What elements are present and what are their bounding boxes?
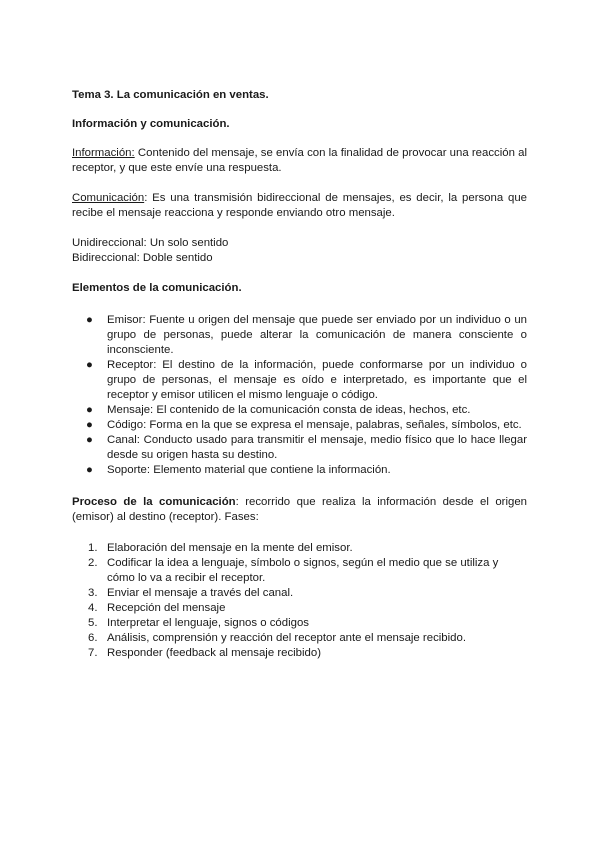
definition-proceso: : recorrido que realiza la información desde el origen (emisor) al destino (receptor). Fases: [72,496,527,523]
list-item [72,313,527,358]
paragraph-informacion [72,146,527,176]
list-item-text: Elaboración del mensaje en la mente del emisor. [107,542,353,554]
list-number: 7. [88,647,98,659]
list-item-text: Análisis, comprensión y reacción del receptor ante el mensaje recibido. [107,632,466,644]
document-body [72,88,527,661]
list-item-text: Canal: Conducto usado para transmitir el mensaje, medio físico que lo hace llegar desde su origen hasta su destino. [107,434,527,461]
document-title: Tema 3. La comunicación en ventas. [72,89,269,101]
bullet-icon: ● [86,434,93,446]
list-item [72,358,527,403]
list-item [72,556,527,586]
bullet-icon: ● [86,464,93,476]
list-number: 6. [88,632,98,644]
list-item [72,433,527,463]
list-item [72,646,527,661]
section-heading-informacion: Información y comunicación. [72,118,230,130]
line-bidireccional: Bidireccional: Doble sentido [72,252,213,264]
phases-numbered-list [72,541,527,661]
list-number: 5. [88,617,98,629]
list-item [72,418,527,433]
bullet-icon: ● [86,419,93,431]
list-item-text: Receptor: El destino de la información, puede conformarse por un individuo o grupo de personas, el mensaje es oído e interpretado, es importante que el receptor y emisor utilicen el mismo lenguaje o código. [107,359,527,401]
section-heading-elementos: Elementos de la comunicación. [72,282,242,294]
list-item [72,616,527,631]
list-number: 1. [88,542,98,554]
list-item [72,463,527,478]
list-item-text: Codificar la idea a lenguaje, símbolo o signos, según el medio que se utiliza y cómo lo va a recibir el receptor. [107,557,499,584]
list-item-text: Emisor: Fuente u origen del mensaje que puede ser enviado por un individuo o un grupo de personas, puede alterar la comunicación de manera consciente o inconsciente. [107,314,527,356]
term-informacion: Información: [72,147,135,159]
line-unidireccional: Unidireccional: Un solo sentido [72,237,229,249]
list-item [72,631,527,646]
definition-informacion: Contenido del mensaje, se envía con la finalidad de provocar una reacción al receptor, y que este envíe una respuesta. [72,147,527,174]
bullet-icon: ● [86,404,93,416]
list-item [72,541,527,556]
list-number: 4. [88,602,98,614]
paragraph-comunicacion [72,191,527,221]
paragraph-proceso [72,495,527,525]
list-item-text: Mensaje: El contenido de la comunicación consta de ideas, hechos, etc. [107,404,471,416]
list-item-text: Interpretar el lenguaje, signos o códigos [107,617,309,629]
list-item [72,601,527,616]
list-item-text: Responder (feedback al mensaje recibido) [107,647,322,659]
definition-comunicacion: : Es una transmisión bidireccional de mensajes, es decir, la persona que recibe el mensaje reacciona y responde enviando otro mensaje. [72,192,527,219]
list-item-text: Recepción del mensaje [107,602,226,614]
list-item-text: Código: Forma en la que se expresa el mensaje, palabras, señales, símbolos, etc. [107,419,522,431]
list-item [72,403,527,418]
term-comunicacion: Comunicación [72,192,145,204]
list-number: 3. [88,587,98,599]
list-item-text: Soporte: Elemento material que contiene la información. [107,464,391,476]
list-item [72,586,527,601]
list-item-text: Enviar el mensaje a través del canal. [107,587,294,599]
term-proceso: Proceso de la comunicación [72,496,236,508]
bullet-icon: ● [86,314,93,326]
elements-bullet-list [72,313,527,478]
list-number: 2. [88,557,98,569]
bullet-icon: ● [86,359,93,371]
